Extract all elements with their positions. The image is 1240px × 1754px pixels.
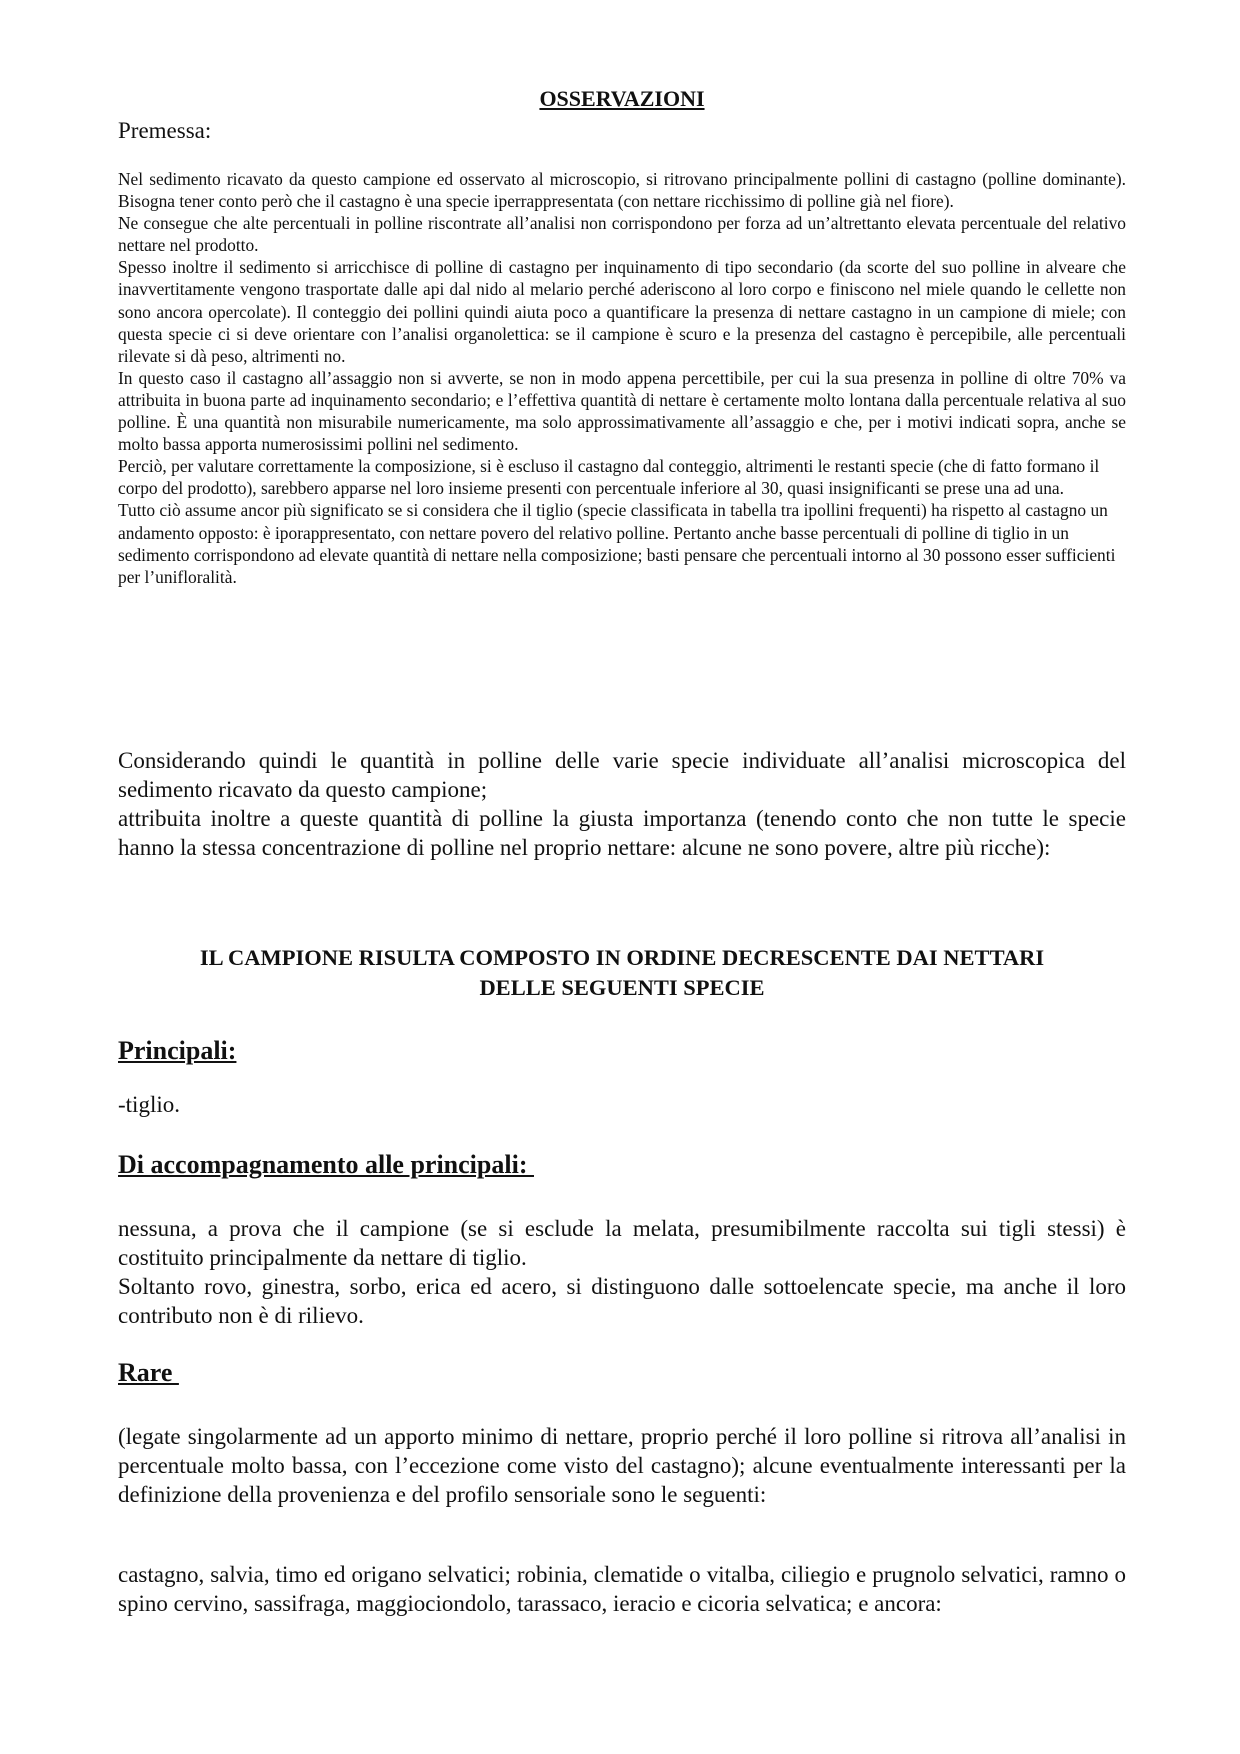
document-title: OSSERVAZIONI — [539, 86, 705, 111]
accompagnamento-section — [118, 1214, 1126, 1330]
accompagnamento-paragraph-2: Soltanto rovo, ginestra, sorbo, erica ed acero, si distinguono dalle sottoelencate specie, ma anche il loro contributo non è di rilievo. — [118, 1274, 1126, 1328]
considerando-paragraph-1: Considerando quindi le quantità in polline delle varie specie individuate all’analisi microscopica del sedimento ricavato da questo campione; — [118, 748, 1126, 802]
species-section — [118, 1560, 1126, 1618]
principali-heading: Principali: — [118, 1036, 237, 1065]
intro-paragraph-6: Tutto ciò assume ancor più significato se si considera che il tiglio (specie classificata in tabella tra ipollini frequenti) ha rispetto al castagno un andamento opposto: è iporappresentato, con nettare povero del relativo polline. Pertanto anche basse percentuali di polline di tiglio in un sedimento corrispondono ad elevate quantità di nettare nella composizione; basti pensare che percentuali intorno al 30 possono esser sufficienti per l’unifloralità. — [118, 500, 1116, 587]
campione-heading — [118, 943, 1126, 1003]
campione-heading-line-2: DELLE SEGUENTI SPECIE — [479, 975, 765, 1000]
considerando-paragraph-2: attribuita inoltre a queste quantità di polline la giusta importanza (tenendo conto che non tutte le specie hanno la stessa concentrazione di polline nel proprio nettare: alcune ne sono povere, altre più ricche): — [118, 806, 1126, 860]
intro-paragraph-4: In questo caso il castagno all’assaggio non si avverte, se non in modo appena percettibile, per cui la sua presenza in polline di oltre 70% va attribuita in buona parte ad inquinamento secondario; e l’effettiva quantità di nettare è certamente molto lontana dalla percentuale relativa al suo polline. È una quantità non misurabile numericamente, ma solo approssimativamente all’assaggio e che, per i motivi indicati sopra, anche se molto bassa apporta numerosissimi pollini nel sedimento. — [118, 367, 1126, 455]
intro-paragraph-2: Ne consegue che alte percentuali in polline riscontrate all’analisi non corrispondono per forza ad un’altrettanto elevata percentuale del relativo nettare nel prodotto. — [118, 213, 1126, 256]
rare-section — [118, 1422, 1126, 1509]
species-list-paragraph: castagno, salvia, timo ed origano selvatici; robinia, clematide o vitalba, ciliegio e prugnolo selvatici, ramno o spino cervino, sassifraga, maggiociondolo, tarassaco, ieracio e cicoria selvatica; e ancora: — [118, 1562, 1126, 1616]
rare-paragraph: (legate singolarmente ad un apporto minimo di nettare, proprio perché il loro polline si ritrova all’analisi in percentuale molto bassa, con l’eccezione come visto del castagno); alcune eventualmente interessanti per la definizione della provenienza e del profilo sensoriale sono le seguenti: — [118, 1424, 1126, 1507]
accompagnamento-heading: Di accompagnamento alle principali: — [118, 1150, 534, 1179]
rare-heading: Rare — [118, 1358, 179, 1387]
intro-paragraph-3: Spesso inoltre il sedimento si arricchisce di polline di castagno per inquinamento di tipo secondario (da scorte del suo polline in alveare che inavvertitamente vengono trasportate dalle api dal nido al melario perché aderiscono al loro corpo e finiscono nel miele quando le cellette non sono ancora opercolate). Il conteggio dei pollini quindi aiuta poco a quantificare la presenza di nettare castagno in un campione di miele; con questa specie ci si deve orientare con l’analisi organolettica: se il campione è scuro e la presenza del castagno è percepibile, alle percentuali rilevate si dà peso, altrimenti no. — [118, 257, 1126, 366]
intro-paragraph-5: Perciò, per valutare correttamente la composizione, si è escluso il castagno dal conteggio, altrimenti le restanti specie (che di fatto formano il corpo del prodotto), sarebbero apparse nel loro insieme presenti con percentuale inferiore al 30, quasi insignificanti se prese una ad una. — [118, 456, 1100, 499]
campione-heading-line-1: IL CAMPIONE RISULTA COMPOSTO IN ORDINE DECRESCENTE DAI NETTARI — [199, 945, 1045, 970]
principali-text: -tiglio. — [118, 1092, 180, 1117]
accompagnamento-paragraph-1: nessuna, a prova che il campione (se si esclude la melata, presumibilmente raccolta sui tigli stessi) è costituito principalmente da nettare di tiglio. — [118, 1216, 1126, 1270]
premessa-label: Premessa: — [118, 118, 212, 143]
considerando-section — [118, 746, 1126, 862]
intro-paragraph-1: Nel sedimento ricavato da questo campione ed osservato al microscopio, si ritrovano principalmente pollini di castagno (polline dominante). Bisogna tener conto però che il castagno è una specie iperrappresentata (con nettare ricchissimo di polline già nel fiore). — [118, 169, 1126, 212]
premessa-section — [118, 168, 1126, 588]
